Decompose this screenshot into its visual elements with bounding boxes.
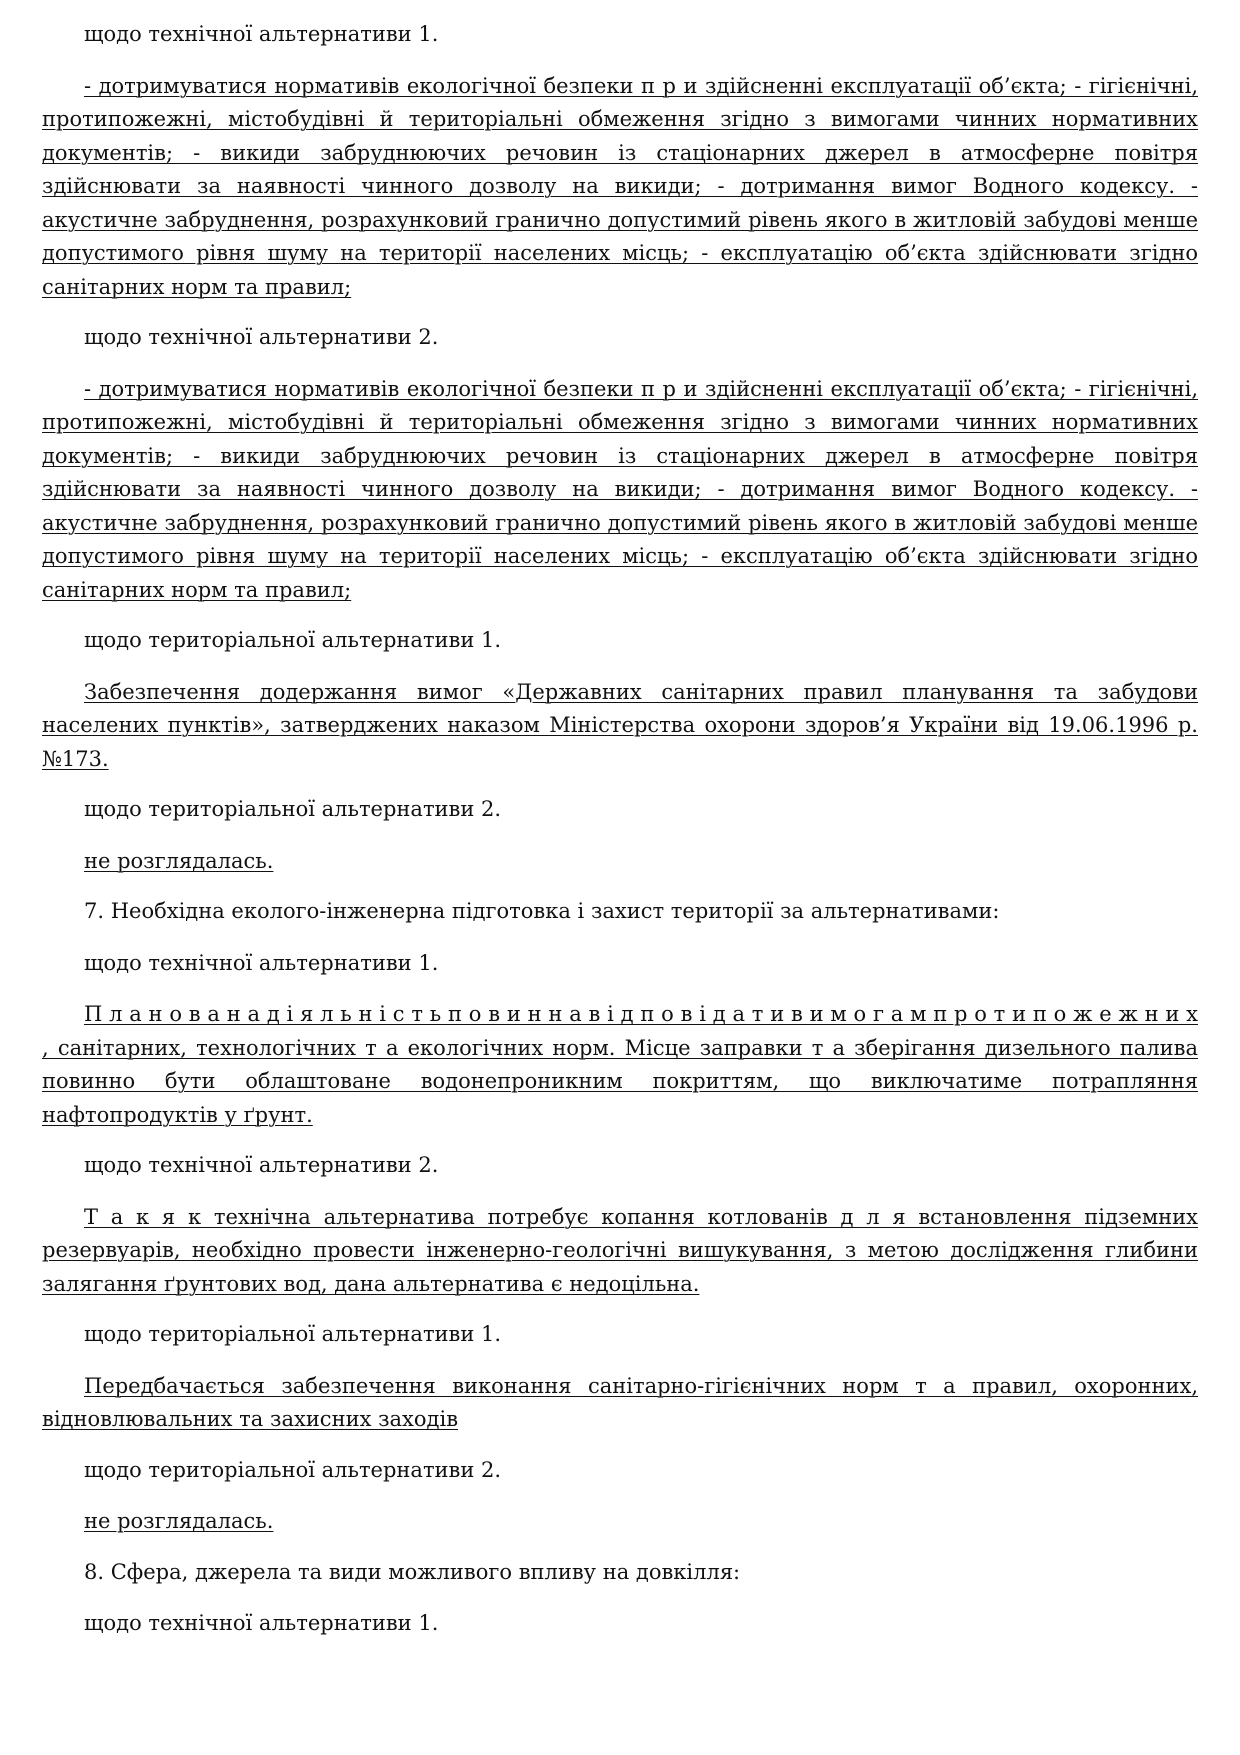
paragraph-text: не розглядалась. [84,848,274,873]
section-label: щодо територіальної альтернативи 1. [84,628,502,652]
paragraph-text: - дотримуватися нормативів екологічної безпеки п р и здійсненні експлуатації об’єкта; - гігієнічні, протипожежні, містобудівні й територіальні обмеження згідно з вимогами чинних нормативних документів; - викиди забруднюючих речовин із стаціонарних джерел в атмосферне повітря здійснювати за наявності чинного дозволу на викиди; - дотримання вимог Водного кодексу. - акустичне забруднення, розрахунковий гранично допустимий рівень якого в житловій забудові менше допустимого рівня шуму на території населених місць; - експлуатацію об’єкта здійснювати згідно санітарних норм та правил; [42,376,1198,602]
section-heading: 7. Необхідна еколого-інженерна підготовка і захист території за альтернативами: [84,899,1000,923]
section-label: щодо територіальної альтернативи 2. [84,1457,502,1482]
section-label: щодо технічної альтернативи 2. [84,325,439,349]
paragraph-text: Забезпечення додержання вимог «Державних санітарних правил планування та забудови населених пунктів», затверджених наказом Міністерства охорони здоров’я України від 19.06.1996 р. №173. [42,679,1198,771]
section-heading: 8. Сфера, джерела та види можливого впливу на довкілля: [84,1559,741,1584]
paragraph-text: Передбачається забезпечення виконання санітарно-гігієнічних норм т а правил, охоронних, відновлювальних та захисних заходів [42,1373,1198,1431]
section-label: щодо територіальної альтернативи 1. [84,1322,502,1346]
paragraph-text: П л а н о в а н а д і я л ь н і с т ь п о в и н н а в і д п о в і д а т и в и м о г а м п р о т и п о ж е ж н и х , санітарних, технологічних т а екологічних норм. Місце заправки т а зберігання дизельного палива повинно бути облаштоване водонепроникним покриттям, що виключатиме потрапляння нафтопродуктів у ґрунт. [42,1002,1198,1127]
paragraph-text: не розглядалась. [84,1509,274,1533]
paragraph-text: - дотримуватися нормативів екологічної безпеки п р и здійсненні експлуатації об’єкта; - гігієнічні, протипожежні, містобудівні й територіальні обмеження згідно з вимогами чинних нормативних документів; - викиди забруднюючих речовин із стаціонарних джерел в атмосферне повітря здійснювати за наявності чинного дозволу на викиди; - дотримання вимог Водного кодексу. - акустичне забруднення, розрахунковий гранично допустимий рівень якого в житловій забудові менше допустимого рівня шуму на території населених місць; - експлуатацію об’єкта здійснювати згідно санітарних норм та правил; [42,73,1198,299]
section-label: щодо технічної альтернативи 1. [84,950,439,975]
paragraph-text: Т а к я к технічна альтернатива потребує копання котлованів д л я встановлення підземних резервуарів, необхідно провести інженерно-геологічні вишукування, з метою дослідження глибини залягання ґрунтових вод, дана альтернатива є недоцільна. [42,1204,1198,1296]
section-label: щодо технічної альтернативи 1. [84,1611,439,1635]
section-label: щодо територіальної альтернативи 2. [84,797,502,821]
section-label: щодо технічної альтернативи 2. [84,1153,439,1177]
section-label: щодо технічної альтернативи 1. [84,22,439,46]
